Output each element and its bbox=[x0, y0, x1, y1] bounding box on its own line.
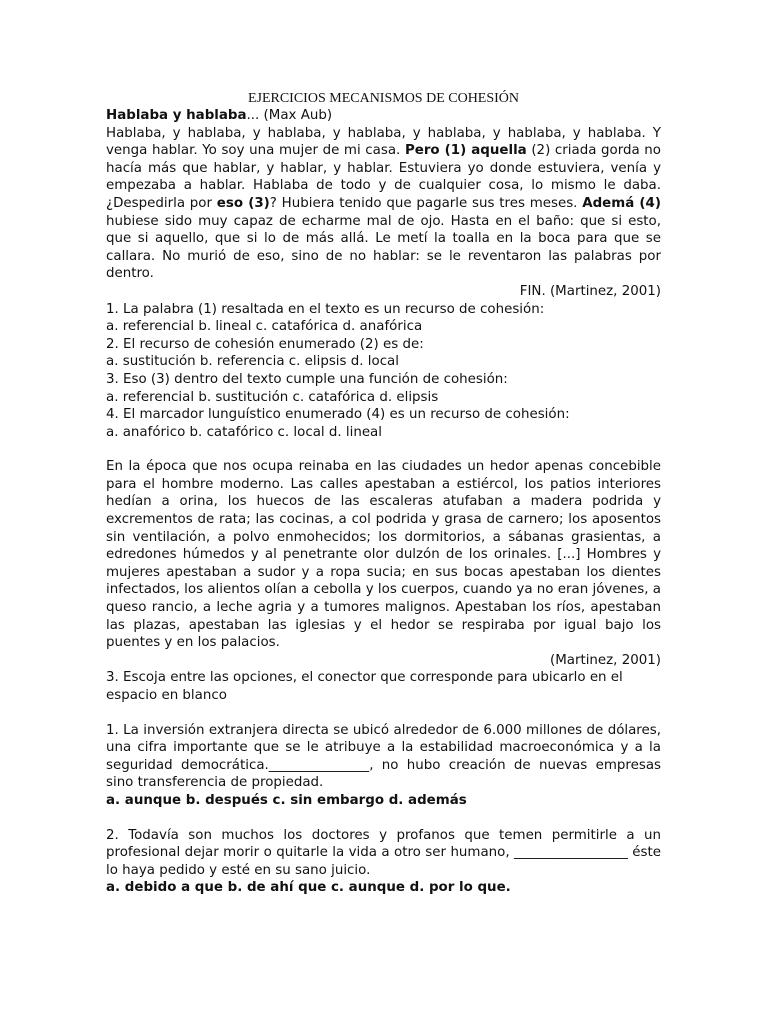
question-line: 1. La palabra (1) resaltada en el texto es un recurso de cohesión: bbox=[106, 301, 545, 317]
spacer bbox=[106, 441, 661, 458]
text1-part-1: Hablaba, y hablaba, y hablaba, y hablaba, y hablaba, y hablaba, y hablaba. Y venga hablar. Yo soy una mujer de mi casa. bbox=[106, 125, 661, 159]
text1-bold-2: eso (3) bbox=[216, 195, 270, 211]
text2-citation: (Martinez, 2001) bbox=[549, 652, 661, 668]
text1-heading-author: ... (Max Aub) bbox=[246, 108, 333, 123]
question-options: a. sustitución b. referencia c. elipsis d. local bbox=[106, 354, 399, 370]
text2-paragraph: En la época que nos ocupa reinaba en las ciudades un hedor apenas concebible para el hombre moderno. Las calles apestaban a estiércol, los patios interiores hedían a orina, los huecos de las escaleras atufaban a madera podrida y excrementos de rata; las cocinas, a col podrida y grasa de carnero; los aposentos sin ventilación, a polvo enmohecidos; los dormitorios, a sábanas grasientas, a edredones húmedos y al penetrante olor dulzón de los orinales. [...] Hombres y mujeres apestaban a sudor y a ropa sucia; en sus bocas apestaban los dientes infectados, los alientos olían a cebolla y los cuerpos, cuando ya no eran jóvenes, a queso rancio, a leche agria y a tumores malignos. Apestaban los ríos, apestaban las plazas, apestaban las iglesias y el hedor se respiraba por igual bajo los puentes y en los palacios. bbox=[106, 459, 661, 651]
item-1-options: a. aunque b. después c. sin embargo d. además bbox=[106, 792, 467, 808]
question-options: a. anafórico b. catafórico c. local d. lineal bbox=[106, 424, 382, 440]
spacer bbox=[106, 705, 661, 722]
text1-part-2: (2) criada gorda no hacía más que hablar, y hablar, y hablar. Estuviera yo donde estuviera, venía y empezaba a hablar. Hablaba de todo y de cualquier cosa, lo mismo le daba. ¿Despedirla por bbox=[106, 143, 661, 211]
question-line: 2. El recurso de cohesión enumerado (2) es de: bbox=[106, 336, 424, 352]
text1-part-4: hubiese sido muy capaz de echarme mal de ojo. Hasta en el baño: que si esto, que si aquello, que si lo de más allá. Le metí la toalla en la boca para que se callara. No murió de eso, sino de no hablar: se le reventaron las palabras por dentro. bbox=[106, 213, 661, 282]
text1-part-3: ? Hubiera tenido que pagarle sus tres meses. bbox=[269, 195, 583, 211]
question-line: 4. El marcador lunguístico enumerado (4) es un recurso de cohesión: bbox=[106, 407, 570, 423]
text1-bold-1: Pero (1) aquella bbox=[404, 143, 527, 159]
document-page bbox=[106, 90, 661, 897]
text1-heading bbox=[106, 107, 661, 125]
text1-bold-3: Ademá (4) bbox=[582, 195, 661, 211]
document-title: EJERCICIOS MECANISMOS DE COHESIÓN bbox=[247, 91, 520, 106]
question-options: a. referencial b. sustitución c. catafórica d. elipsis bbox=[106, 389, 439, 405]
item-1-text: 1. La inversión extranjera directa se ubicó alrededor de 6.000 millones de dólares, una cifra importante que se le atribuye a la estabilidad macroeconómica y a la seguridad democrática._______________, no hubo creación de nuevas empresas sino transferencia de propiedad. bbox=[106, 722, 661, 791]
text1-paragraph bbox=[106, 125, 661, 283]
text1-heading-title: Hablaba y hablaba bbox=[106, 108, 247, 123]
question-line: 3. Eso (3) dentro del texto cumple una función de cohesión: bbox=[106, 371, 508, 387]
item-2-options: a. debido a que b. de ahí que c. aunque d. por lo que. bbox=[106, 880, 511, 896]
question-options: a. referencial b. lineal c. catafórica d. anafórica bbox=[106, 319, 423, 335]
text1-citation: FIN. (Martinez, 2001) bbox=[519, 283, 661, 299]
item-2-text: 2. Todavía son muchos los doctores y profanos que temen permitirle a un profesional dejar morir o quitarle la vida a otro ser humano, _________________ éste lo haya pedido y esté en su sano juicio. bbox=[106, 827, 661, 878]
question3-instruction: 3. Escoja entre las opciones, el conector que corresponde para ubicarlo en el espacio en blanco bbox=[106, 670, 623, 703]
spacer bbox=[106, 810, 661, 827]
